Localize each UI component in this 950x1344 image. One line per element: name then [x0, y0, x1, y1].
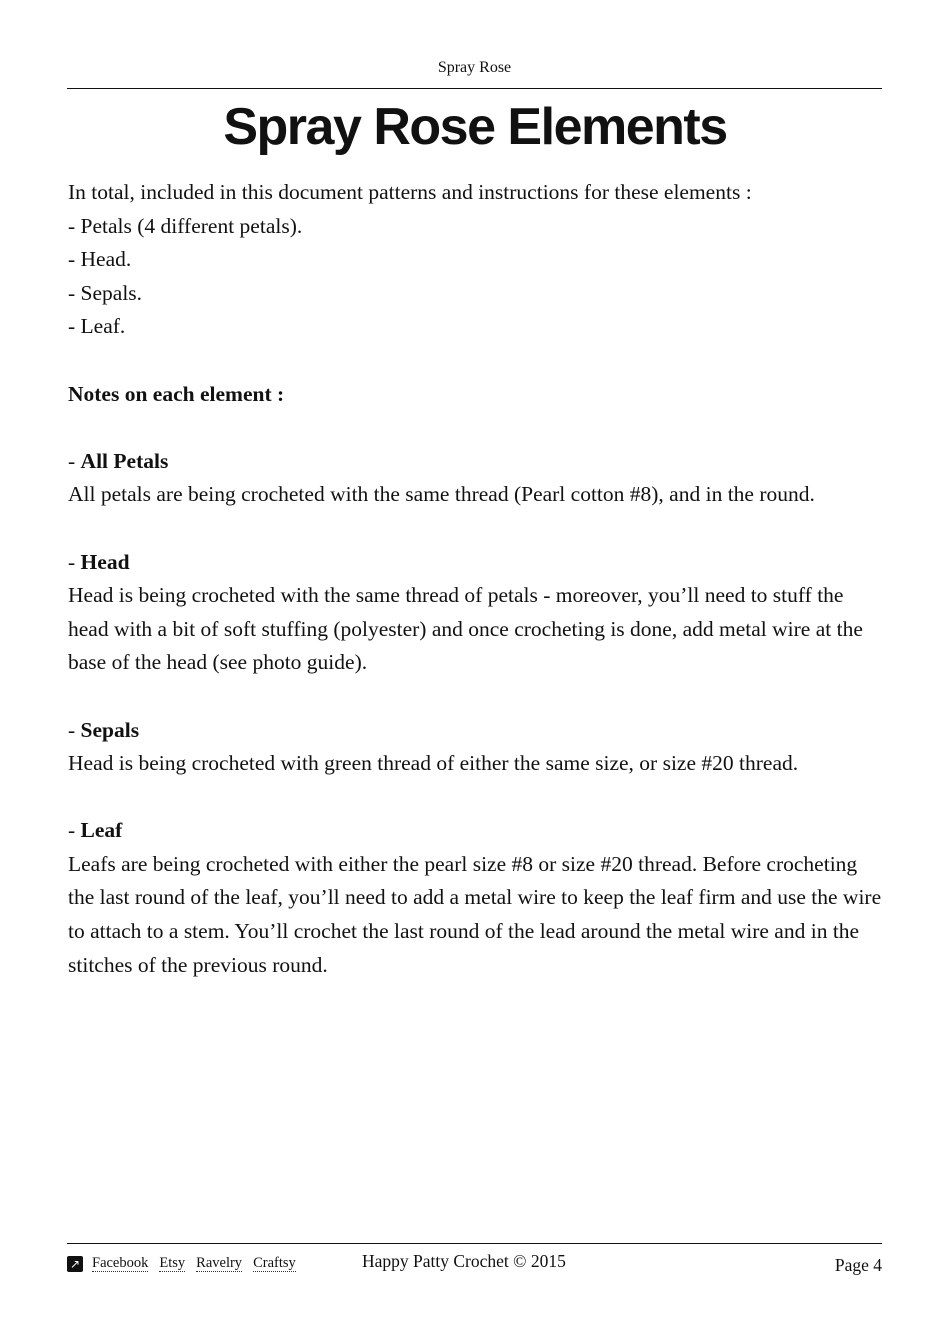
list-item: - Sepals.	[68, 280, 143, 305]
section-body-sepals: Head is being crocheted with green thread of either the same size, or size #20 thread.	[68, 751, 799, 776]
ravelry-link[interactable]: Ravelry	[196, 1255, 243, 1271]
section-heading-head: - Head	[68, 549, 130, 574]
page-title: Spray Rose Elements	[223, 98, 727, 156]
list-item: - Leaf.	[68, 314, 126, 339]
section-body-leaf: Leafs are being crocheted with either the pearl size #8 or size #20 thread. Before crocheting the last round of the leaf, you’ll need to add a metal wire to keep the leaf firm and use the wire to attach to a stem. You’ll crochet the last round of the lead around the metal wire and in the stitches of the previous round.	[68, 851, 882, 977]
section-body-head: Head is being crocheted with the same thread of petals - moreover, you’ll need to stuff the head with a bit of soft stuffing (polyester) and once crocheting is done, add metal wire at the base of the head (see photo guide).	[68, 583, 863, 675]
footer-copyright: Happy Patty Crochet © 2015	[362, 1251, 566, 1271]
section-heading-sepals: - Sepals	[68, 717, 140, 742]
section-heading-petals: - All Petals	[68, 448, 169, 473]
facebook-link[interactable]: Facebook	[92, 1255, 149, 1271]
page-number: Page 4	[834, 1255, 882, 1275]
section-body-petals: All petals are being crocheted with the same thread (Pearl cotton #8), and in the round.	[68, 482, 815, 507]
etsy-link[interactable]: Etsy	[159, 1255, 186, 1271]
footer-divider	[67, 1243, 882, 1244]
header-divider	[67, 88, 882, 89]
share-icon: ↗	[67, 1256, 83, 1272]
notes-heading: Notes on each element :	[68, 381, 285, 406]
footer-social-links	[67, 1255, 307, 1272]
section-heading-leaf: - Leaf	[68, 818, 123, 843]
intro-text: In total, included in this document patterns and instructions for these elements :	[68, 180, 752, 204]
craftsy-link[interactable]: Craftsy	[253, 1255, 296, 1271]
list-item: - Head.	[68, 247, 132, 272]
document-body	[68, 176, 884, 982]
list-item: - Petals (4 different petals).	[68, 213, 303, 238]
running-header: Spray Rose	[437, 59, 512, 76]
